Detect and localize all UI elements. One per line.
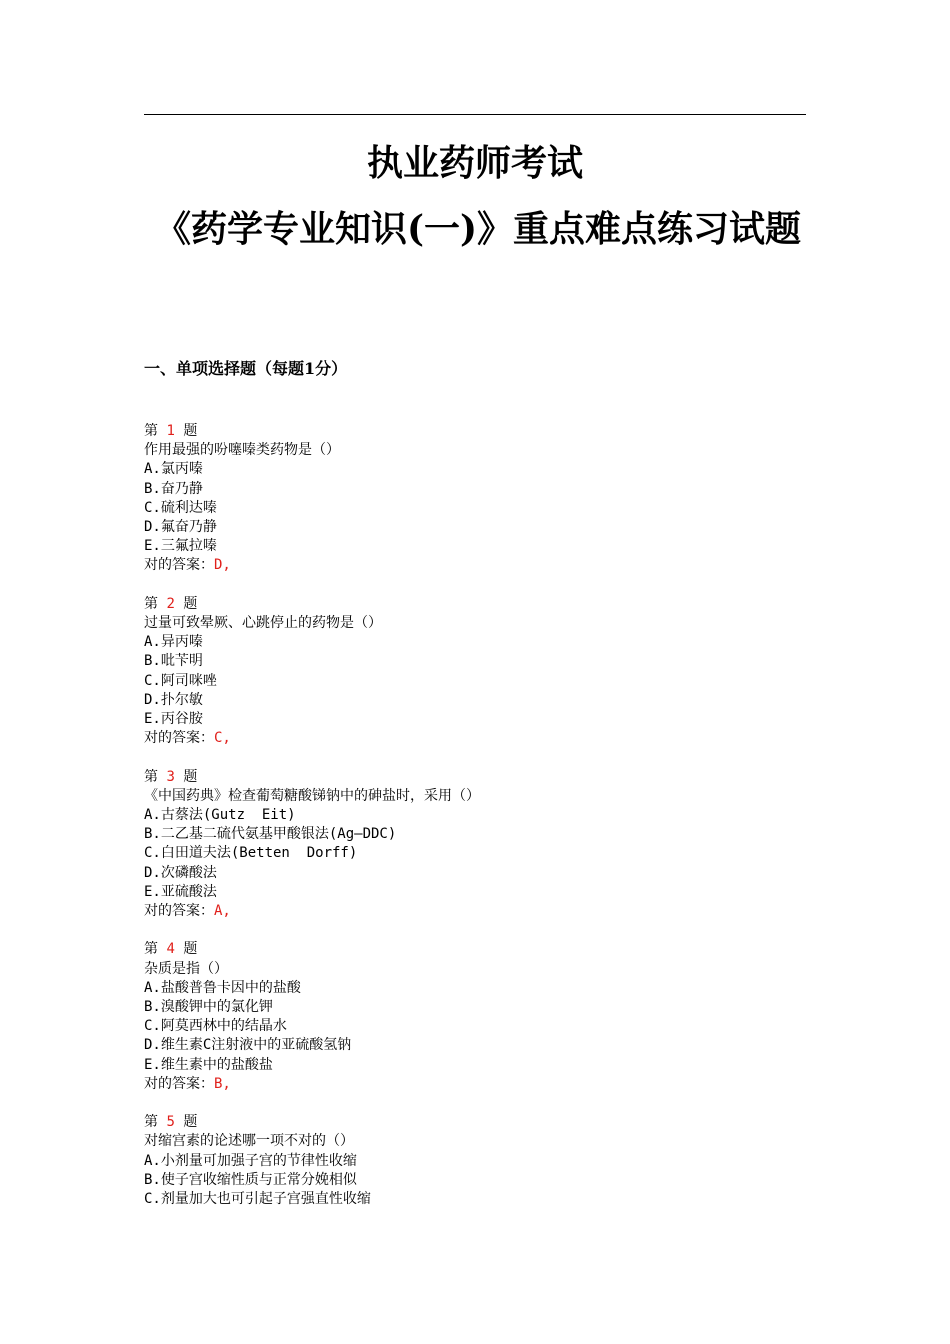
answer-label: 对的答案： [144,903,214,920]
answer-option: B.奋乃静 [144,480,203,497]
answer-value: B, [214,1075,231,1092]
answer-label: 对的答案： [144,730,214,747]
answer-option: A.小剂量可加强子宫的节律性收缩 [144,1152,357,1169]
answer-option: D.次磷酸法 [144,864,217,881]
question-number-line [144,422,806,441]
question-item [144,940,806,1094]
question-text: 作用最强的吩噻嗪类药物是（） [144,442,340,459]
question-item [144,1113,806,1209]
question-suffix: 题 [183,768,198,785]
answer-option: E.三氟拉嗪 [144,538,217,555]
question-number-line [144,1113,806,1132]
question-text: 过量可致晕厥、心跳停止的药物是（） [144,615,382,632]
question-number: 3 [166,768,175,785]
question-number: 4 [166,941,175,958]
question-text: 杂质是指（） [144,960,228,977]
answer-option: B.溴酸钾中的氯化钾 [144,999,273,1016]
document-subtitle: 《药学专业知识(一)》重点难点练习试题 [154,208,802,250]
header-rule [144,114,806,115]
answer-value: A, [214,903,231,920]
answer-option: B.二乙基二硫代氨基甲酸银法(Ag—DDC) [144,826,397,843]
question-number: 1 [166,423,175,439]
answer-label: 对的答案： [144,557,214,574]
answer-option: A.盐酸普鲁卡因中的盐酸 [144,979,301,996]
answer-option: C.阿莫西林中的结晶水 [144,1018,287,1035]
question-number-line [144,595,806,614]
section-heading: 一、单项选择题（每题1分） [144,359,348,378]
question-prefix: 第 [144,768,158,785]
answer-value: C, [214,730,231,747]
question-number-line [144,768,806,787]
correct-answer-line [144,556,806,575]
correct-answer-line [144,902,806,921]
question-suffix: 题 [183,423,198,439]
answer-option: C.剂量加大也可引起子宫强直性收缩 [144,1191,371,1208]
answer-option: E.亚硫酸法 [144,883,217,900]
answer-option: E.维生素中的盐酸盐 [144,1056,273,1073]
question-prefix: 第 [144,1114,158,1131]
question-item [144,595,806,749]
question-list [144,422,806,1228]
answer-option: C.阿司咪唑 [144,672,217,689]
answer-option: D.氟奋乃静 [144,519,217,536]
answer-label: 对的答案： [144,1075,214,1092]
correct-answer-line [144,1075,806,1094]
question-text: 对缩宫素的论述哪一项不对的（） [144,1133,354,1150]
answer-option: B.吡苄明 [144,653,203,670]
answer-option: A.古蔡法(Gutz Eit) [144,807,296,824]
question-prefix: 第 [144,423,158,439]
question-number: 5 [166,1114,175,1131]
question-suffix: 题 [183,1114,198,1131]
question-prefix: 第 [144,595,158,612]
question-number-line [144,940,806,959]
answer-option: D.维生素C注射液中的亚硫酸氢钠 [144,1037,352,1054]
question-item [144,422,806,576]
correct-answer-line [144,729,806,748]
question-suffix: 题 [183,941,198,958]
document-title: 执业药师考试 [366,142,583,184]
answer-value: D, [214,557,231,574]
question-number: 2 [166,595,175,612]
question-text: 《中国药典》检查葡萄糖酸锑钠中的砷盐时，采用（） [144,787,480,804]
answer-option: A.氯丙嗪 [144,461,203,478]
answer-option: C.白田道夫法(Betten Dorff) [144,845,358,862]
answer-option: A.异丙嗪 [144,634,203,651]
question-prefix: 第 [144,941,158,958]
question-item [144,768,806,922]
answer-option: C.硫利达嗪 [144,499,217,516]
answer-option: E.丙谷胺 [144,711,203,728]
question-suffix: 题 [183,595,198,612]
answer-option: D.扑尔敏 [144,691,203,708]
answer-option: B.使子宫收缩性质与正常分娩相似 [144,1171,357,1188]
